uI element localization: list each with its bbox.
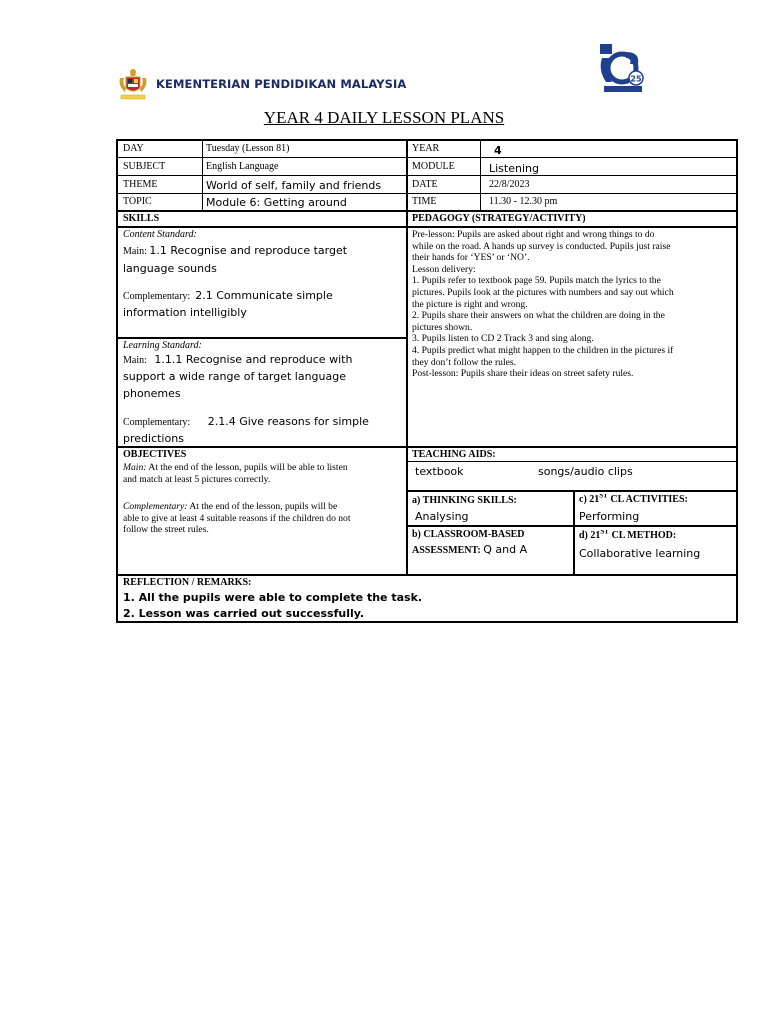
- thinking-skills-value: Analysing: [415, 510, 469, 523]
- ls-main-line1: 1.1.1 Recognise and reproduce with: [154, 353, 353, 366]
- cl-method-header-pre: d) 21: [579, 530, 601, 541]
- teaching-aid-textbook: textbook: [415, 465, 464, 478]
- module-value: Listening: [489, 162, 539, 175]
- pedagogy-line: while on the road. A hands up survey is conducted. Pupils just raise: [412, 240, 671, 252]
- pedagogy-line: they don’t follow the rules.: [412, 356, 517, 368]
- pedagogy-line: pictures shown.: [412, 321, 473, 333]
- cl-activities-header-pre: c) 21: [579, 494, 600, 505]
- content-standard-label: Content Standard:: [123, 229, 197, 240]
- ls-main-label: Main:: [123, 355, 147, 366]
- objectives-main-label: Main:: [123, 462, 147, 473]
- cs-main-label: Main:: [123, 246, 147, 257]
- cl-activities-header-post: CL ACTIVITIES:: [607, 494, 688, 505]
- learning-standard-comp: [123, 414, 405, 448]
- coat-of-arms-icon: [116, 66, 150, 102]
- pedagogy-line: 2. Pupils share their answers on what the children are doing in the: [412, 310, 665, 322]
- learning-standard-label: Learning Standard:: [123, 340, 202, 351]
- time-label: TIME: [412, 196, 437, 207]
- day-label: DAY: [123, 143, 144, 154]
- date-label: DATE: [412, 179, 438, 190]
- content-standard-comp: [123, 288, 405, 322]
- theme-label: THEME: [123, 179, 158, 190]
- pedagogy-line: Lesson delivery:: [412, 263, 476, 275]
- pedagogy-line: their hands for ‘YES’ or ‘NO’.: [412, 252, 530, 264]
- cl-activities-header: [579, 494, 734, 506]
- ministry-name: KEMENTERIAN PENDIDIKAN MALAYSIA: [156, 77, 407, 91]
- cl-method-header-post: CL METHOD:: [608, 530, 677, 541]
- year-value: 4: [494, 144, 502, 157]
- cs-main-line1: 1.1 Recognise and reproduce target: [149, 244, 348, 257]
- ministry-header: [116, 66, 406, 102]
- topic-label: TOPIC: [123, 196, 152, 207]
- thinking-skills-header: a) THINKING SKILLS:: [412, 495, 517, 506]
- objectives-comp: [123, 501, 405, 536]
- pedagogy-line: 4. Pupils predict what might happen to the children in the pictures if: [412, 344, 674, 356]
- day-value: Tuesday (Lesson 81): [206, 143, 290, 154]
- assessment-header-line1: b) CLASSROOM-BASED: [412, 529, 525, 540]
- cl-activities-value: Performing: [579, 510, 640, 523]
- skills-header: SKILLS: [123, 213, 160, 224]
- page-title: YEAR 4 DAILY LESSON PLANS: [263, 108, 505, 127]
- assessment-value: Q and A: [483, 543, 528, 556]
- pedagogy-line: the picture is right and wrong.: [412, 298, 528, 310]
- objectives-comp-label: Complementary:: [123, 501, 188, 512]
- learning-standard-main: [123, 352, 405, 403]
- topic-value: Module 6: Getting around: [206, 196, 347, 209]
- pedagogy-line: Post-lesson: Pupils share their ideas on street safety rules.: [412, 368, 634, 380]
- assessment-line2: [412, 543, 572, 558]
- pedagogy-header: PEDAGOGY (STRATEGY/ACTIVITY): [412, 213, 586, 224]
- cl-activities-header-sup: ST: [599, 494, 608, 500]
- ls-comp-line1: 2.1.4 Give reasons for simple: [207, 415, 369, 428]
- cl-method-header: [579, 530, 734, 542]
- pedagogy-line: Pre-lesson: Pupils are asked about right and wrong things to do: [412, 229, 655, 240]
- pedagogy-line: pictures. Pupils look at the pictures with numbers and say out which: [412, 286, 674, 298]
- year-label: YEAR: [412, 143, 440, 154]
- logo-number: 25: [630, 74, 642, 84]
- content-standard-main: [123, 242, 405, 278]
- pedagogy-content: [412, 229, 734, 380]
- objectives-main-line2: and match at least 5 pictures correctly.: [123, 473, 271, 485]
- subject-value: English Language: [206, 161, 279, 172]
- ls-comp-line2: predictions: [123, 432, 184, 445]
- objectives-main: [123, 462, 405, 485]
- teaching-aids-header: TEACHING AIDS:: [412, 449, 496, 460]
- reflection-line2: 2. Lesson was carried out successfully.: [123, 607, 365, 620]
- ls-main-line3: phonemes: [123, 387, 181, 400]
- teaching-aid-songs: songs/audio clips: [538, 465, 633, 478]
- objectives-comp-line2: able to give at least 4 suitable reasons if the children do not: [123, 512, 351, 524]
- theme-value: World of self, family and friends: [206, 179, 382, 192]
- objectives-comp-line1: At the end of the lesson, pupils will be: [187, 501, 338, 512]
- reflection-line1: 1. All the pupils were able to complete the task.: [123, 591, 423, 604]
- cl-method-value: Collaborative learning: [579, 547, 701, 560]
- objectives-main-line1: At the end of the lesson, pupils will be able to listen: [146, 462, 348, 473]
- time-value: 11.30 - 12.30 pm: [489, 196, 558, 207]
- pedagogy-line: 3. Pupils listen to CD 2 Track 3 and sing along.: [412, 333, 594, 345]
- reflection-header: REFLECTION / REMARKS:: [123, 577, 252, 588]
- lesson-plan-table: [116, 139, 738, 623]
- cs-comp-label: Complementary:: [123, 291, 191, 302]
- assessment-header-line2: ASSESSMENT:: [412, 545, 481, 556]
- cl-method-header-sup: ST: [600, 530, 609, 536]
- school-logo-icon: [596, 42, 648, 98]
- ls-comp-label: Complementary:: [123, 417, 191, 428]
- cs-comp-line2: information intelligibly: [123, 306, 247, 319]
- objectives-comp-line3: follow the street rules.: [123, 524, 209, 536]
- module-label: MODULE: [412, 161, 455, 172]
- date-value: 22/8/2023: [489, 179, 530, 190]
- cs-main-line2: language sounds: [123, 262, 217, 275]
- objectives-header: OBJECTIVES: [123, 449, 187, 460]
- subject-label: SUBJECT: [123, 161, 166, 172]
- pedagogy-line: 1. Pupils refer to textbook page 59. Pupils match the lyrics to the: [412, 275, 661, 287]
- cs-comp-line1: 2.1 Communicate simple: [195, 289, 333, 302]
- ls-main-line2: support a wide range of target language: [123, 370, 347, 383]
